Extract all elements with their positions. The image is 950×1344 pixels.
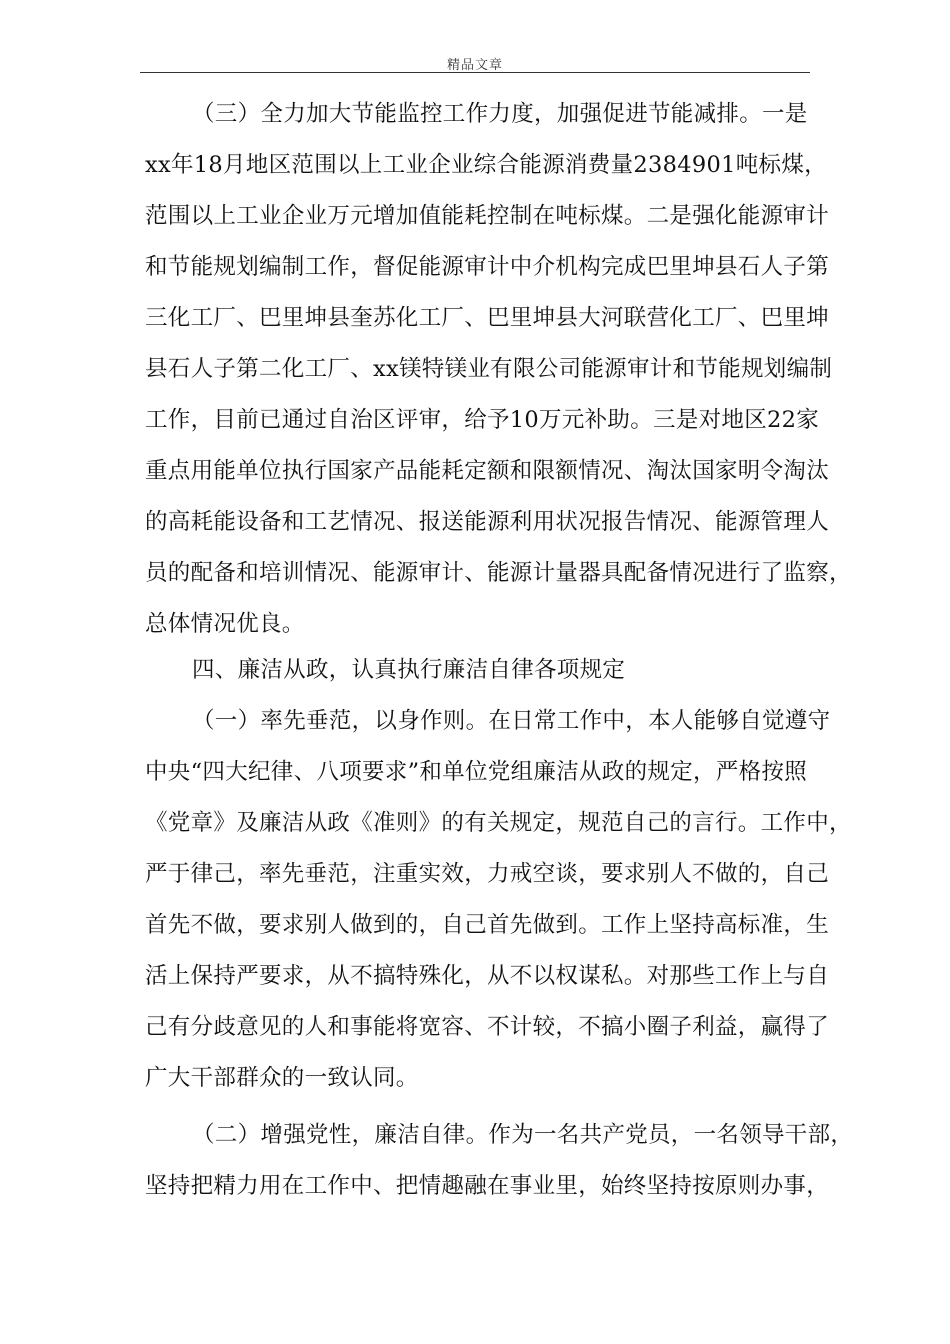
text-line: 重点用能单位执行国家产品能耗定额和限额情况、淘汰国家明令淘汰 [145, 458, 830, 484]
text-line: 县石人子第二化工厂、xx镁特镁业有限公司能源审计和节能规划编制 [145, 356, 833, 382]
text-line: （一）率先垂范，以身作则。在日常工作中，本人能够自觉遵守 [192, 708, 831, 734]
text-line: 广大干部群众的一致认同。 [145, 1065, 419, 1091]
text-line: 活上保持严要求，从不搞特殊化，从不以权谋私。对那些工作上与自 [145, 963, 830, 989]
header-divider [140, 72, 810, 73]
text-line: 坚持把精力用在工作中、把情趣融在事业里，始终坚持按原则办事， [145, 1173, 830, 1199]
text-line: 的高耗能设备和工艺情况、报送能源利用状况报告情况、能源管理人 [145, 509, 830, 535]
text-line: 工作，目前已通过自治区评审，给予10万元补助。三是对地区22家 [145, 407, 820, 433]
section-heading: 四、廉洁从政，认真执行廉洁自律各项规定 [192, 657, 626, 683]
text-line: 首先不做，要求别人做到的，自己首先做到。工作上坚持高标准，生 [145, 912, 830, 938]
text-line: 《党章》及廉洁从政《准则》的有关规定，规范自己的言行。工作中， [145, 810, 852, 836]
text-line: （三）全力加大节能监控工作力度，加强促进节能减排。一是 [192, 101, 808, 127]
text-line: 总体情况优良。 [145, 611, 305, 637]
header-title: 精品文章 [446, 58, 503, 73]
text-line: 己有分歧意见的人和事能将宽容、不计较，不搞小圈子利益，赢得了 [145, 1014, 830, 1040]
text-line: 和节能规划编制工作，督促能源审计中介机构完成巴里坤县石人子第 [145, 254, 830, 280]
text-line: 范围以上工业企业万元增加值能耗控制在吨标煤。二是强化能源审计 [145, 203, 830, 229]
text-line: xx年18月地区范围以上工业企业综合能源消费量2384901吨标煤， [145, 152, 827, 178]
text-line: （二）增强党性，廉洁自律。作为一名共产党员，一名领导干部， [192, 1122, 854, 1148]
text-line: 严于律己，率先垂范，注重实效，力戒空谈，要求别人不做的，自己 [145, 861, 830, 887]
text-line: 中央“四大纪律、八项要求”和单位党组廉洁从政的规定，严格按照 [145, 759, 808, 785]
text-line: 三化工厂、巴里坤县奎苏化工厂、巴里坤县大河联营化工厂、巴里坤 [145, 305, 830, 331]
text-line: 员的配备和培训情况、能源审计、能源计量器具配备情况进行了监察， [145, 560, 852, 586]
